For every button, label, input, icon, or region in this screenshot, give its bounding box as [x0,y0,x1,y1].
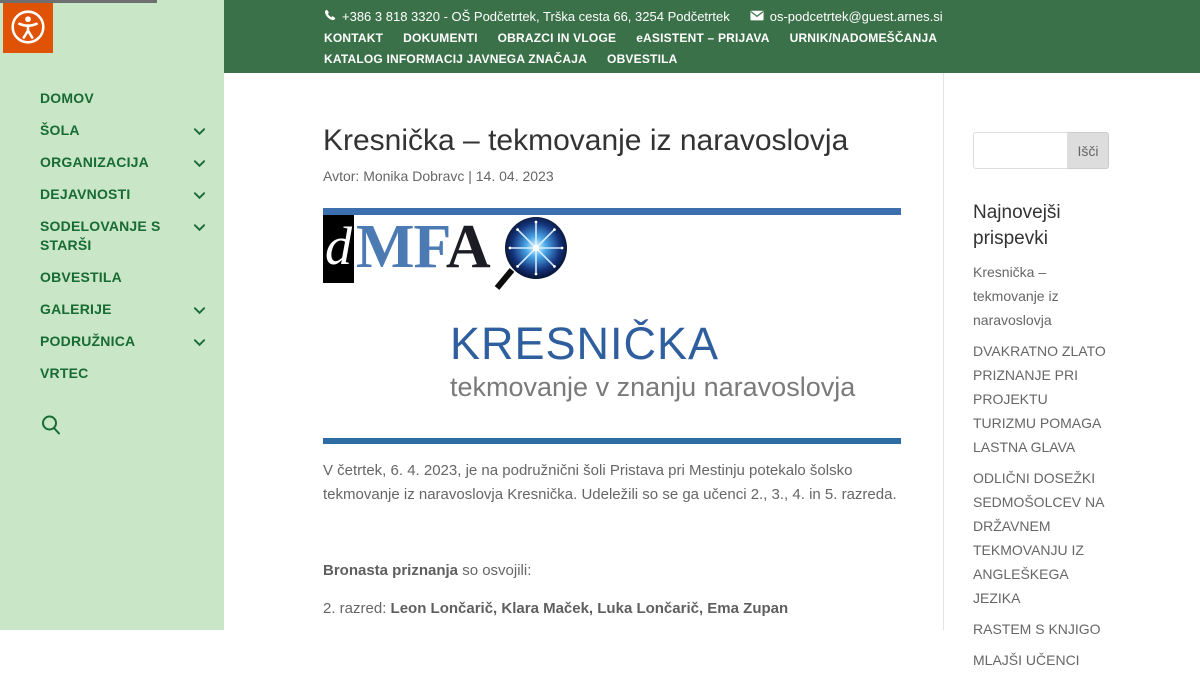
sidebar-item-label: DOMOV [40,90,94,106]
sidebar-item-label: OBVESTILA [40,269,122,285]
sidebar-item-organizacija[interactable] [0,153,224,172]
grade2-prefix: 2. razred: [323,600,391,617]
kresnicka-featured-image [323,208,901,444]
top-nav-row-1 [324,31,1180,45]
sidebar-item-galerije[interactable] [0,300,224,319]
sidebar-item-label: SODELOVANJE S STARŠI [40,218,161,253]
sidebar-item-domov[interactable] [0,89,224,108]
sidebar-item-label: GALERIJE [40,301,112,317]
phone-address-text: +386 3 818 3320 - OŠ Podčetrtek, Trška cesta 66, 3254 Podčetrtek [342,9,730,24]
search-submit-button[interactable]: Išči [1068,132,1109,169]
nav-item-easistent-prijava[interactable]: eASISTENT – PRIJAVA [636,31,770,45]
envelope-icon [750,9,764,24]
phone-icon [324,9,336,24]
search-form [973,132,1109,169]
image-bottom-blue-bar [323,438,901,444]
sidebar-item-vrtec[interactable] [0,364,224,383]
dmfa-logo [323,215,574,286]
kresnicka-title: KRESNIČKA [450,318,720,369]
sidebar-item-label: PODRUŽNICA [40,333,136,349]
nav-item-obvestila[interactable]: OBVESTILA [607,52,678,66]
chevron-down-icon [193,156,206,175]
column-divider [943,73,944,630]
sidebar-item-dejavnosti[interactable] [0,185,224,204]
chevron-down-icon [193,303,206,322]
sidebar-item-label: ORGANIZACIJA [40,154,149,170]
grade2-names: Leon Lončarič, Klara Maček, Luka Lončarič, Ema Zupan [390,600,789,617]
latest-post-link[interactable]: ODLIČNI DOSEŽKI SEDMOŠOLCEV NA DRŽAVNEM TEKMOVANJU IZ ANGLEŠKEGA JEZIKA [973,470,1104,606]
sidebar-item-label: ŠOLA [40,122,80,138]
search-icon[interactable] [40,414,62,436]
sidebar-item-label: DEJAVNOSTI [40,186,131,202]
sidebar-item-podruznica[interactable] [0,332,224,351]
top-header [224,0,1200,73]
sidebar-item-obvestila[interactable] [0,268,224,287]
left-sidebar [0,0,224,630]
latest-post-link[interactable]: RASTEM S KNJIGO [973,621,1101,637]
chevron-down-icon [193,220,206,239]
email-text: os-podcetrtek@guest.arnes.si [769,9,943,24]
latest-posts-title: Najnovejši prispevki [973,202,1061,249]
page-title: Kresnička – tekmovanje iz naravoslovja [323,124,849,157]
sidebar-item-label: VRTEC [40,365,89,381]
dmfa-logo-m: M [356,213,414,281]
main-content [224,73,1200,668]
sidebar-item-sodelovanje-s-starsi[interactable] [0,217,224,255]
nav-item-dokumenti[interactable]: DOKUMENTI [403,31,478,45]
latest-post-link[interactable]: Kresnička – tekmovanje iz naravoslovja [973,264,1059,328]
dmfa-logo-d-box [323,215,354,283]
article-paragraph-grade2 [323,597,901,621]
article-paragraph-1: V četrtek, 6. 4. 2023, je na podružnični šoli Pristava pri Mestinju potekalo šolsko tekmovanje iz naravoslovja Kresnička. Udeležili so se ga učenci 2., 3., 4. in 5. razreda. [323,462,897,503]
right-sidebar [973,132,1109,679]
dmfa-logo-mfa [356,215,490,279]
accessibility-button[interactable] [3,3,53,53]
email-link[interactable] [750,9,943,24]
latest-post-link[interactable]: MLAJŠI UČENCI [973,652,1080,668]
snowflake-magnifier-icon [492,215,574,292]
chevron-down-icon [193,335,206,354]
sidebar-menu [0,89,224,396]
awards-rest-text: so osvojili: [458,562,532,579]
sidebar-item-sola[interactable] [0,121,224,140]
contact-row [324,9,1180,24]
search-input[interactable] [973,132,1068,169]
nav-item-urnik-nadomescanja[interactable]: URNIK/NADOMEŠČANJA [789,31,938,45]
kresnicka-wordmark [450,318,855,402]
chevron-down-icon [193,188,206,207]
nav-item-obrazci-in-vloge[interactable]: OBRAZCI IN VLOGE [497,31,617,45]
article-paragraph-awards [323,559,901,583]
dmfa-logo-d: d [325,216,352,276]
nav-item-katalog-informacij[interactable]: KATALOG INFORMACIJ JAVNEGA ZNAČAJA [324,52,588,66]
post-meta: Avtor: Monika Dobravc | 14. 04. 2023 [323,168,554,184]
chevron-down-icon [193,124,206,143]
article [323,123,901,621]
kresnicka-subtitle: tekmovanje v znanju naravoslovja [450,372,856,402]
dmfa-logo-a: A [445,213,490,281]
awards-bold-text: Bronasta priznanja [323,562,459,579]
latest-post-link[interactable]: DVAKRATNO ZLATO PRIZNANJE PRI PROJEKTU TURIZMU POMAGA LASTNA GLAVA [973,343,1106,455]
latest-posts-list [973,260,1109,672]
top-nav-row-2 [324,52,1180,66]
accessibility-icon [9,8,47,49]
nav-item-kontakt[interactable]: KONTAKT [324,31,384,45]
dmfa-logo-f: F [413,213,446,281]
